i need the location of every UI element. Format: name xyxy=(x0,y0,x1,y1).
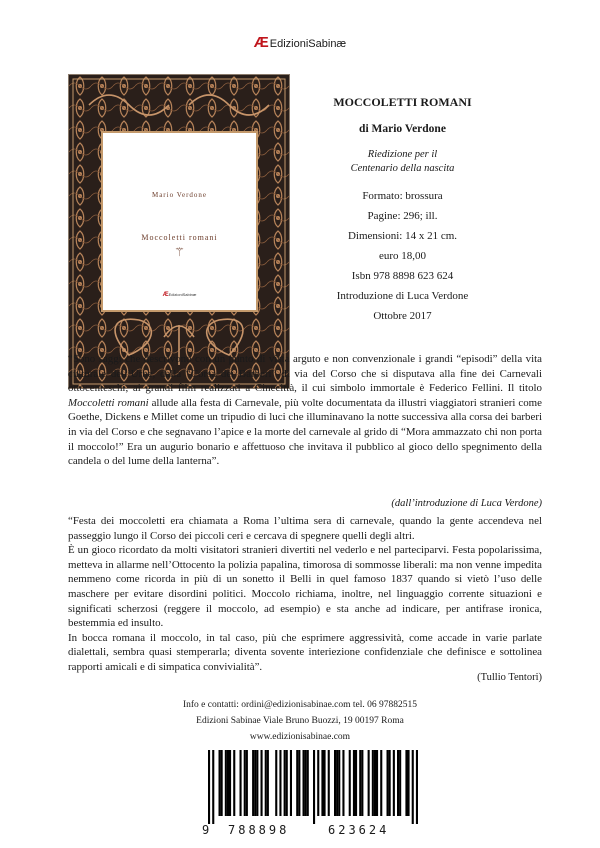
cover-ornament-glyph: ⚚ xyxy=(174,245,185,259)
publisher-logo-mark: Æ xyxy=(253,34,269,51)
barcode-bar xyxy=(372,750,374,816)
barcode-bar xyxy=(219,750,221,816)
barcode-bar xyxy=(246,750,248,816)
barcode-bar xyxy=(361,750,363,816)
barcode-bar xyxy=(256,750,258,816)
book-pages: Pagine: 296; ill. xyxy=(367,210,438,222)
book-author: di Mario Verdone xyxy=(359,123,446,135)
barcode-bar xyxy=(336,750,338,816)
quote1-attribution: (dall’introduzione di Luca Verdone) xyxy=(391,498,542,509)
barcode-bar xyxy=(349,750,351,816)
barcode-bar xyxy=(284,750,286,816)
barcode-digits-right: 623624 xyxy=(328,823,390,837)
quote2-paragraph3: In bocca romana il moccolo, in tal caso, più che esprimere aggressività, come accade in varie parlate dialettali, sembra quasi stemperarla; diventa sovente interiezione confidenziale che definisce e sottolinea rapporti amicali e di simpatica convivialità”. xyxy=(68,631,542,673)
barcode-bar xyxy=(321,750,323,816)
barcode-bar xyxy=(286,750,288,816)
barcode-bar xyxy=(279,750,281,816)
barcode-bar xyxy=(397,750,399,816)
barcode-bar xyxy=(393,750,395,816)
book-subtitle-line1: Riedizione per il xyxy=(367,149,438,160)
barcode-bar xyxy=(225,750,227,816)
barcode-bar xyxy=(412,750,414,824)
quote2-paragraph2: È un gioco ricordato da molti visitatori stranieri divertiti nel vederlo e nel parteciparvi. Festa popolarissima, metteva in allarme nell’Ottocento la polizia papalina, timorosa di sommosse liberali: ma non venne impedita nemmeno come ricorda in più di un sonetto il Belli in quel famoso 1837 quando si vietò l’uso delle maschere per evitare disordini politici. Moccolo richiama, inoltre, nel linguaggio corrente situazioni e significati scherzosi (reggere il moccolo, ad esempio) e sta anche ad indicare, per antifrase ironica, bestemmia ed insulto. xyxy=(68,544,542,630)
contact-website: www.edizionisabinae.com xyxy=(249,732,351,742)
quote1-text-part1: “Sono saggi che descrivono con un punto di vista arguto e non convenzionale i grandi “episodi” della vita culturale dell’Urbe, dalla “Corsa dei Barberi” di via del Corso che si disputava alla fine dei Carnevali ottocenteschi, ai grandi film realizzati a Cinecittà, il cui simbolo immortale è Federico Fellini. Il titolo xyxy=(68,353,542,395)
book-isbn: Isbn 978 8898 623 624 xyxy=(351,270,454,282)
barcode-bar xyxy=(240,750,242,816)
barcode-bar xyxy=(233,750,235,816)
book-format: Formato: brossura xyxy=(362,190,443,202)
barcode-bar xyxy=(342,750,344,816)
quote-introduction xyxy=(68,352,542,469)
cover-author: Mario Verdone xyxy=(151,191,208,199)
barcode-bar xyxy=(353,750,355,816)
cover-title-panel xyxy=(103,133,256,310)
barcode-bar xyxy=(305,750,307,816)
isbn-barcode xyxy=(200,750,420,838)
barcode-bar xyxy=(252,750,254,816)
book-details xyxy=(315,94,490,326)
cover-publisher xyxy=(103,292,256,298)
contact-address: Edizioni Sabinae Viale Bruno Buozzi, 19 00197 Roma xyxy=(196,716,404,726)
barcode-bar xyxy=(313,750,315,824)
barcode-bar xyxy=(244,750,246,816)
barcode-bar xyxy=(227,750,229,816)
barcode-bar xyxy=(355,750,357,816)
barcode-digits-left: 788898 xyxy=(228,823,290,837)
barcode-digit-prefix: 9 xyxy=(202,823,210,837)
book-introduction: Introduzione di Luca Verdone xyxy=(336,290,469,302)
barcode-bar xyxy=(261,750,263,816)
barcode-bar xyxy=(338,750,340,816)
barcode-bar xyxy=(387,750,389,816)
barcode-bar xyxy=(254,750,256,816)
barcode-bar xyxy=(307,750,309,816)
cover-publisher-name: EdizioniSabinæ xyxy=(168,292,197,297)
book-cover-image xyxy=(69,75,289,388)
barcode-bar xyxy=(408,750,410,816)
barcode-bar xyxy=(334,750,336,816)
publisher-logo-text: EdizioniSabinæ xyxy=(269,38,347,50)
barcode-bar xyxy=(296,750,298,816)
publisher-logo xyxy=(0,34,600,51)
book-date: Ottobre 2017 xyxy=(373,310,432,322)
barcode-bar xyxy=(374,750,376,816)
barcode-bar xyxy=(380,750,382,816)
quote1-text-part2: allude alla festa di Carnevale, più volte documentata da illustri viaggiatori stranieri come Goethe, Dickens e Millet come un tripudio di luci che illuminavano la notte successiva alla corsa dei barberi in via del Corso e che segnavano l’apice e la morte del carnevale al grido di “Mora ammazzato chi non porta il moccolo!” Era un augurio bonario e affettuoso che invitava il pubblico al gioco dello spegnimento della candela o del lume della lanterna”. xyxy=(68,396,542,468)
barcode-bar xyxy=(328,750,330,816)
barcode-bar xyxy=(416,750,418,824)
barcode-bar xyxy=(208,750,210,824)
barcode-bar xyxy=(405,750,407,816)
barcode-bar xyxy=(399,750,401,816)
barcode-bar xyxy=(368,750,370,816)
barcode-bar xyxy=(265,750,267,816)
book-title: MOCCOLETTI ROMANI xyxy=(333,95,472,109)
barcode-bar xyxy=(290,750,292,816)
contact-info xyxy=(0,697,600,745)
barcode-bar xyxy=(267,750,269,816)
quote-tentori xyxy=(68,514,542,675)
cover-title: Moccoletti romani xyxy=(141,233,218,242)
barcode-bar xyxy=(298,750,300,816)
barcode-bar xyxy=(376,750,378,816)
barcode-bar xyxy=(359,750,361,816)
cover-publisher-mark: Æ xyxy=(162,292,169,298)
barcode-bar xyxy=(229,750,231,816)
barcode-bar xyxy=(221,750,223,816)
contact-line1: Info e contatti: ordini@edizionisabinae.com tel. 06 97882515 xyxy=(182,700,418,710)
book-subtitle xyxy=(315,148,490,176)
barcode-bar xyxy=(275,750,277,816)
quote2-paragraph1: “Festa dei moccoletti era chiamata a Roma l’ultima sera di carnevale, quando la gente accendeva nel passeggio lungo il Corso dei piccoli ceri e cercava di spegnere quelli degli altri. xyxy=(68,515,542,542)
barcode-bars xyxy=(200,750,420,824)
barcode-bar xyxy=(212,750,214,824)
barcode-bar xyxy=(389,750,391,816)
book-subtitle-line2: Centenario della nascita xyxy=(350,163,455,174)
quote2-attribution: (Tullio Tentori) xyxy=(477,672,542,683)
barcode-bar xyxy=(303,750,305,816)
quote1-italic-title: Moccoletti romani xyxy=(68,396,149,409)
book-price: euro 18,00 xyxy=(378,250,427,262)
barcode-bar xyxy=(324,750,326,816)
barcode-bar xyxy=(317,750,319,816)
book-dimensions: Dimensioni: 14 x 21 cm. xyxy=(347,230,458,242)
